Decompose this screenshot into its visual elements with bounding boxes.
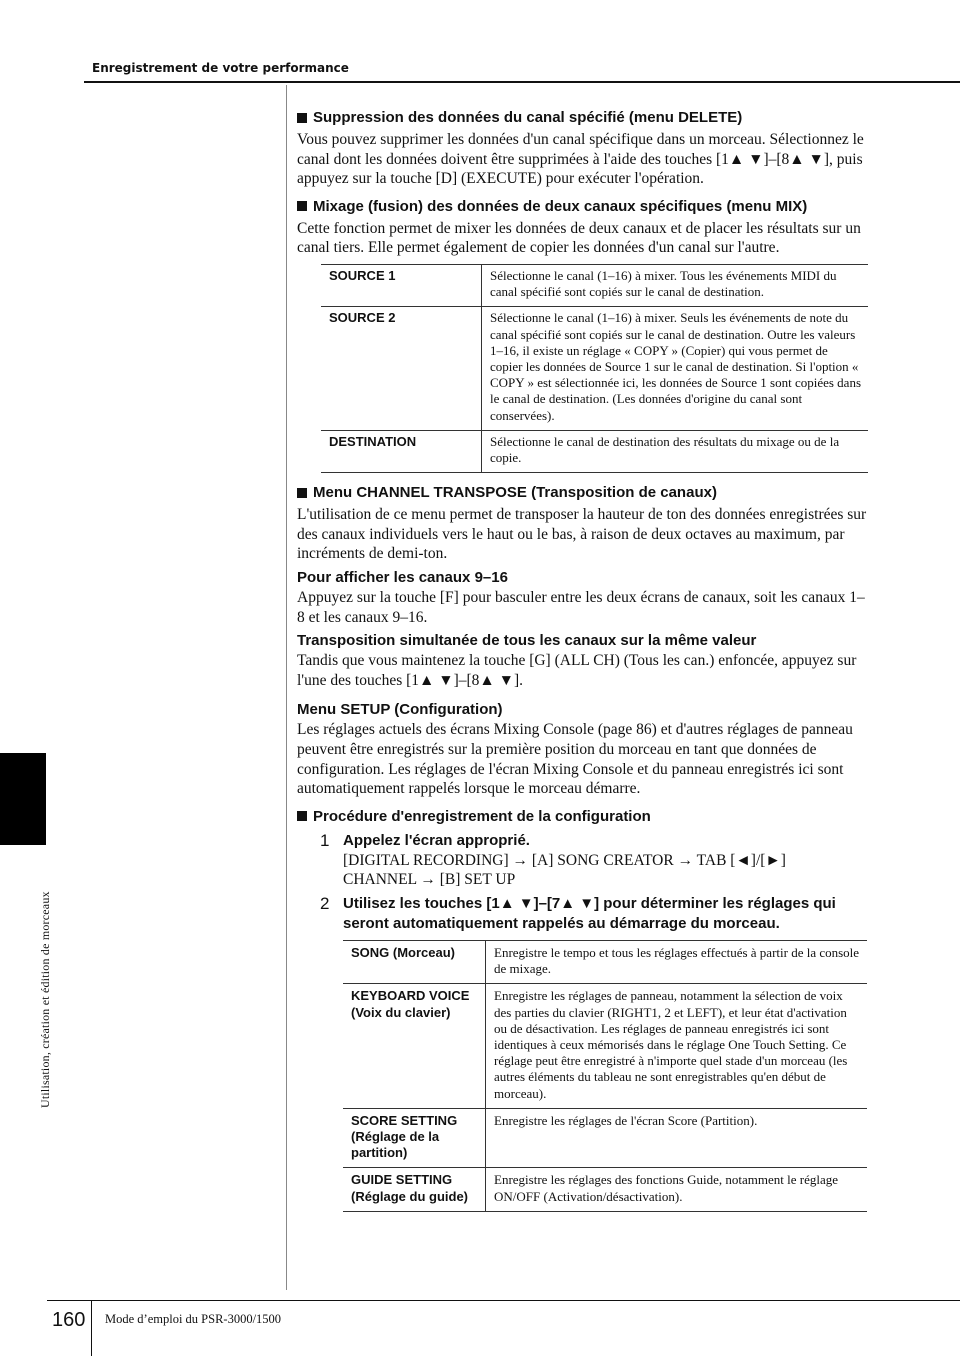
param-description: Enregistre le tempo et tous les réglages effectués à partir de la console de mixage. (486, 940, 868, 983)
param-description: Enregistre les réglages de panneau, notamment la sélection de voix des parties du clavier (RIGHT1, 2 et LEFT), et leur état d'activation ou de désactivation. Les réglages de panneau enregistrés ici sont identiques à ceux mémorisés dans le réglage One Touch Setting. Ce réglage peut être enregistré à n'importe quel stade d'un morceau (les autres éléments du tableau ne sont enregistrables qu'en début de morceau). (486, 984, 868, 1108)
step-1 (297, 831, 867, 890)
step-title: Utilisez les touches [1▲ ▼]–[7▲ ▼] pour déterminer les réglages qui seront automatiquement rappelés au démarrage du morceau. (343, 894, 836, 932)
section-delete (297, 108, 867, 189)
paragraph: Tandis que vous maintenez la touche [G] (ALL CH) (Tous les can.) enfoncée, appuyez sur l'une des touches [1▲ ▼]–[8▲ ▼]. (297, 652, 857, 689)
param-description: Enregistre les réglages de l'écran Score (Partition). (486, 1108, 868, 1168)
footer-rule (47, 1300, 960, 1301)
paragraph: Les réglages actuels des écrans Mixing Console (page 86) et d'autres réglages de panneau peuvent être enregistrés sur la première position du morceau en tant que données de configuration. Les réglages de l'écran Mixing Console et du panneau enregistrés ici sont automatiquement rappelés lorsque le morceau démarre. (297, 721, 853, 798)
section-mix (297, 197, 867, 473)
param-name: SOURCE 2 (321, 307, 482, 430)
param-name: SOURCE 1 (329, 267, 396, 283)
section-procedure (297, 807, 867, 1212)
section-heading: Mixage (fusion) des données de deux canaux spécifiques (menu MIX) (297, 197, 867, 217)
table-row (343, 1108, 867, 1168)
paragraph: Vous pouvez supprimer les données d'un canal spécifique dans un morceau. Sélectionnez le canal dont les données doivent être supprimées à l'aide des touches [1▲ ▼]–[8▲ ▼], puis appuyez sur la touche [D] (EXECUTE) pour exécuter l'opération. (297, 131, 864, 188)
table-row (321, 307, 868, 430)
chapter-tab (0, 753, 46, 845)
param-name: SONG (Morceau) (351, 944, 456, 960)
param-description: Enregistre les réglages des fonctions Guide, notamment le réglage ON/OFF (Activation/désactivation). (486, 1168, 868, 1211)
footer-divider (91, 1300, 92, 1356)
param-name: SCORE SETTING (Réglage de la partition) (343, 1108, 486, 1168)
param-name: DESTINATION (321, 430, 482, 472)
step-title: Appelez l'écran approprié. (343, 831, 530, 849)
table-row (321, 264, 868, 306)
table-row (343, 984, 867, 1108)
section-heading: Menu CHANNEL TRANSPOSE (Transposition de canaux) (297, 483, 867, 503)
paragraph: L'utilisation de ce menu permet de transposer la hauteur de ton des données enregistrées sur des canaux individuels vers le haut ou le bas, à raison de deux octaves au maximum, par incréments de demi-ton. (297, 506, 867, 563)
param-description: Sélectionne le canal (1–16) à mixer. Seuls les événements de note du canal spécifié sont copiés sur le canal de destination. Outre les valeurs 1–16, il existe un réglage « COPY » (Copier) qui vous permet de copier les données de Source 1 sur le canal de destination. Si l'option « COPY » est sélectionnée ici, les données de Source 1 sont copiées dans le canal de destination. (Les données d'origine du canal sont conservées). (482, 307, 869, 430)
paragraph: Appuyez sur la touche [F] pour basculer entre les deux écrans de canaux, soit les canaux 1–8 et les canaux 9–16. (297, 588, 865, 626)
subheading: Pour afficher les canaux 9–16 (297, 568, 508, 586)
chapter-label: Utilisation, création et édition de morceaux (38, 891, 52, 1108)
square-bullet-icon (297, 201, 307, 211)
table-row (343, 1168, 867, 1211)
square-bullet-icon (297, 811, 307, 821)
step-number: 2 (320, 893, 330, 913)
subheading: Transposition simultanée de tous les canaux sur la même valeur (297, 632, 757, 650)
table-row (343, 940, 867, 983)
step-number: 1 (320, 830, 330, 850)
footer-title: Mode d’emploi du PSR-3000/1500 (105, 1312, 282, 1326)
subheading: Menu SETUP (Configuration) (297, 701, 503, 719)
param-name: GUIDE SETTING (Réglage du guide) (343, 1168, 486, 1211)
section-transpose (297, 483, 867, 690)
header-rule (84, 81, 960, 83)
square-bullet-icon (297, 113, 307, 123)
param-name: KEYBOARD VOICE (Voix du clavier) (343, 984, 486, 1108)
square-bullet-icon (297, 488, 307, 498)
table-row (321, 430, 868, 472)
page-number: 160 (52, 1309, 86, 1331)
setup-parameters-table (343, 940, 867, 1212)
param-description: Sélectionne le canal de destination des résultats du mixage ou de la copie. (482, 430, 869, 472)
section-heading: Procédure d'enregistrement de la configuration (297, 807, 867, 827)
section-setup (297, 700, 867, 798)
main-content (297, 108, 867, 1220)
step-path: CHANNEL → [B] SET UP (343, 871, 516, 889)
running-header: Enregistrement de votre performance (92, 61, 349, 75)
mix-parameters-table (321, 264, 868, 473)
param-description: Sélectionne le canal (1–16) à mixer. Tous les événements MIDI du canal spécifié sont copiés sur le canal de destination. (482, 264, 869, 306)
paragraph: Cette fonction permet de mixer les données de deux canaux et de placer les résultats sur un canal tiers. Elle permet également de copier les données d'un canal sur l'autre. (297, 219, 861, 257)
margin-rule (286, 85, 287, 1290)
section-heading: Suppression des données du canal spécifié (menu DELETE) (297, 108, 867, 128)
step-path: [DIGITAL RECORDING] → [A] SONG CREATOR → TAB [◄]/[►] (343, 851, 786, 869)
step-2 (297, 894, 867, 934)
